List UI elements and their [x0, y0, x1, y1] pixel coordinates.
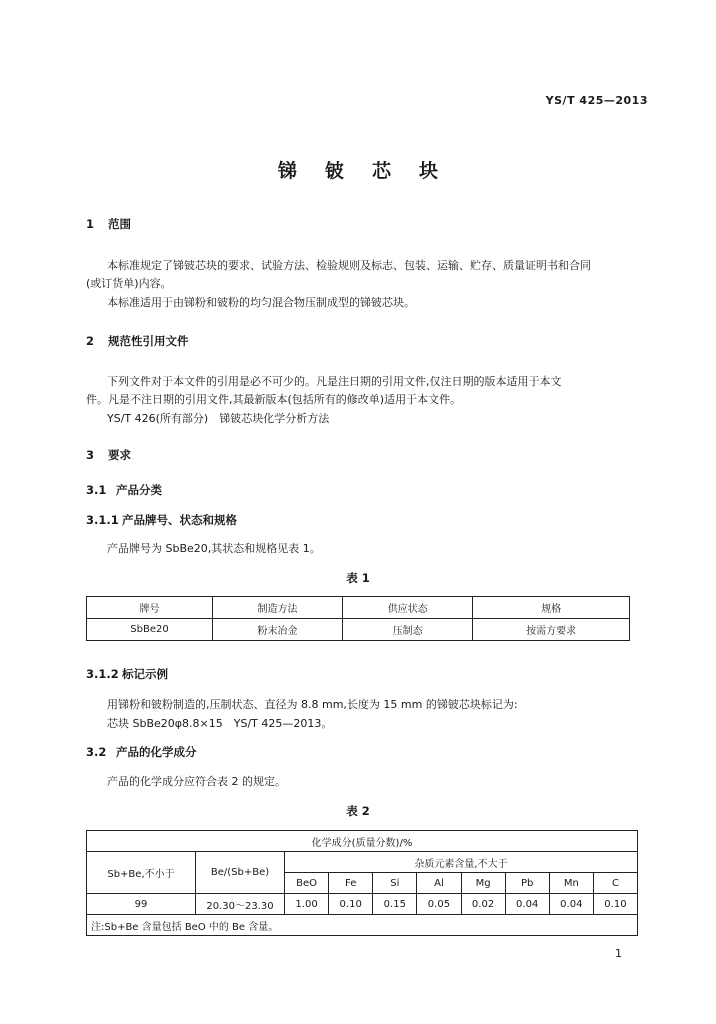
table-2-cell: 0.15: [373, 894, 417, 915]
table-2-cell: 0.02: [461, 894, 505, 915]
table-2-row: [87, 894, 638, 915]
table-2-cell: 0.05: [417, 894, 461, 915]
section-1-para-2: 本标准适用于由锑粉和铍粉的均匀混合物压制成型的锑铍芯块。: [107, 296, 415, 309]
table-2-element: Pb: [505, 873, 549, 894]
table-1-header-cell: 供应状态: [343, 597, 473, 619]
section-3-1-2-heading: 3.1.2 标记示例: [86, 667, 168, 681]
section-3-1-1-heading: 3.1.1 产品牌号、状态和规格: [86, 513, 237, 527]
table-2-cell: 1.00: [285, 894, 329, 915]
table-2-note: 注:Sb+Be 含量包括 BeO 中的 Be 含量。: [87, 915, 638, 936]
table-2-cell: 0.10: [593, 894, 637, 915]
table-2-element: Mg: [461, 873, 505, 894]
section-3-2-para: 产品的化学成分应符合表 2 的规定。: [107, 775, 286, 788]
document-title: 锑铍芯块: [277, 160, 466, 182]
table-2-element: Mn: [549, 873, 593, 894]
table-1-caption: 表 1: [346, 571, 370, 585]
table-2-cell: 20.30～23.30: [196, 894, 285, 915]
table-1-cell: 粉末冶金: [212, 619, 342, 641]
section-3-1-heading: 3.1 产品分类: [86, 483, 162, 497]
table-1-cell: SbBe20: [87, 619, 213, 641]
section-1-para-1b: (或订货单)内容。: [86, 277, 172, 290]
section-3-1-2-para-1: 用锑粉和铍粉制造的,压制状态、直径为 8.8 mm,长度为 15 mm 的锑铍芯块标记为:: [107, 698, 518, 711]
table-2-cell: 0.04: [505, 894, 549, 915]
table-1-header-cell: 规格: [473, 597, 630, 619]
section-2-para-1b: 件。凡是不注日期的引用文件,其最新版本(包括所有的修改单)适用于本文件。: [86, 393, 462, 406]
table-2-caption: 表 2: [346, 804, 370, 818]
table-2-header-row: [87, 831, 638, 852]
section-3-heading: 3 要求: [86, 448, 131, 462]
table-1: [86, 596, 630, 641]
section-3-1-1-para: 产品牌号为 SbBe20,其状态和规格见表 1。: [107, 542, 321, 555]
section-3-1-2-para-2: 芯块 SbBe20φ8.8×15 YS/T 425—2013。: [107, 717, 333, 730]
table-2-cell: 0.04: [549, 894, 593, 915]
table-2-element: C: [593, 873, 637, 894]
section-2-reference: YS/T 426(所有部分) 锑铍芯块化学分析方法: [107, 412, 330, 425]
table-2-element: Fe: [329, 873, 373, 894]
table-2-element: Si: [373, 873, 417, 894]
table-2-col-ratio: Be/(Sb+Be): [196, 852, 285, 894]
section-2-para-1a: 下列文件对于本文件的引用是必不可少的。凡是注日期的引用文件,仅注日期的版本适用于本文: [107, 375, 562, 388]
table-1-header-cell: 制造方法: [212, 597, 342, 619]
table-2-col-sbbe: Sb+Be,不小于: [87, 852, 196, 894]
section-2-heading: 2 规范性引用文件: [86, 334, 189, 348]
table-2-cell: 0.10: [329, 894, 373, 915]
standard-code: YS/T 425—2013: [545, 94, 648, 107]
table-1-header-cell: 牌号: [87, 597, 213, 619]
table-2-element: Al: [417, 873, 461, 894]
section-1-para-1a: 本标准规定了锑铍芯块的要求、试验方法、检验规则及标志、包装、运输、贮存、质量证明书和合同: [107, 259, 591, 272]
table-2-cell: 99: [87, 894, 196, 915]
table-1-row: [87, 619, 630, 641]
table-2-impurity-header: 杂质元素含量,不大于: [285, 852, 638, 873]
section-3-2-heading: 3.2 产品的化学成分: [86, 745, 197, 759]
table-1-header-row: [87, 597, 630, 619]
table-2-element: BeO: [285, 873, 329, 894]
page-number: 1: [615, 947, 622, 960]
table-1-cell: 压制态: [343, 619, 473, 641]
table-2-top-header: 化学成分(质量分数)/%: [87, 831, 638, 852]
table-1-cell: 按需方要求: [473, 619, 630, 641]
table-2-header-row: [87, 852, 638, 873]
section-1-heading: 1 范围: [86, 217, 131, 231]
table-2-note-row: [87, 915, 638, 936]
table-2: [86, 830, 638, 936]
